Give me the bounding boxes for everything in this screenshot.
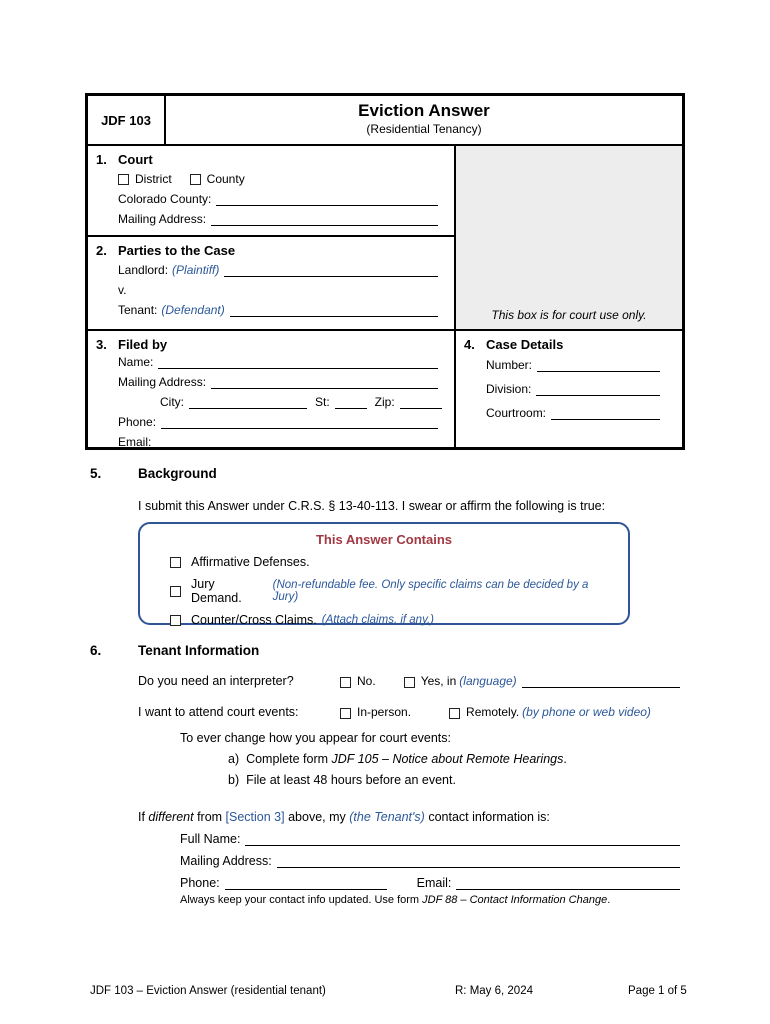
court-use-only-box [456, 146, 682, 329]
step-b-text: File at least 48 hours before an event. [246, 773, 456, 787]
tenant-label: Tenant: [118, 303, 158, 317]
section-number: 3. [96, 337, 107, 352]
jury-demand-checkbox[interactable] [170, 586, 181, 597]
footer-page-number: Page 1 of 5 [628, 985, 687, 997]
form-header-table [85, 93, 685, 450]
change-step-a [228, 752, 567, 766]
attend-remotely-label: Remotely. [466, 705, 520, 719]
contact-from: from [193, 810, 226, 824]
tenant-mailing-label: Mailing Address: [180, 854, 272, 868]
section-title-text: Case Details [486, 337, 564, 352]
contact-tenants: (the Tenant's) [349, 810, 425, 824]
section-title-text: Tenant Information [138, 643, 260, 658]
form-subtitle: (Residential Tenancy) [366, 122, 482, 136]
note-post: . [607, 894, 611, 906]
filedby-casedetails-row [88, 331, 682, 447]
tenant-input[interactable] [230, 304, 438, 317]
court-use-only-text: This box is for court use only. [491, 308, 647, 322]
district-label: District [135, 172, 172, 186]
left-column [88, 146, 456, 329]
interpreter-language-label: (language) [459, 674, 517, 688]
form-title-cell [166, 96, 682, 144]
plaintiff-label: (Plaintiff) [172, 263, 220, 277]
interpreter-yes-checkbox[interactable] [404, 677, 415, 688]
section-number: 4. [464, 337, 475, 352]
jury-demand-item [156, 577, 612, 605]
counter-cross-claims-checkbox[interactable] [170, 615, 181, 626]
courtroom-label: Courtroom: [486, 406, 547, 420]
form-title-row [88, 96, 682, 146]
section-tenant-info-heading [90, 643, 259, 658]
affirmative-defenses-label: Affirmative Defenses. [191, 555, 310, 569]
full-name-row [180, 832, 680, 846]
interpreter-no-checkbox[interactable] [340, 677, 351, 688]
filer-email-input[interactable] [156, 436, 386, 449]
interpreter-no-label: No. [357, 674, 376, 688]
filer-state-label: St: [315, 395, 330, 409]
filer-zip-input[interactable] [400, 396, 442, 409]
attend-remotely-checkbox[interactable] [449, 708, 460, 719]
attend-question: I want to attend court events: [138, 705, 299, 719]
colorado-county-label: Colorado County: [118, 192, 212, 206]
section-number: 2. [96, 243, 107, 258]
section-background-heading [90, 466, 217, 481]
section-court-title [96, 152, 446, 167]
section-parties [88, 237, 454, 329]
section-title-text: Background [138, 466, 217, 481]
defendant-label: (Defendant) [161, 303, 225, 317]
attend-inperson-checkbox[interactable] [340, 708, 351, 719]
court-mailing-label: Mailing Address: [118, 212, 207, 226]
division-input[interactable] [536, 383, 660, 396]
interpreter-row [138, 674, 680, 688]
contact-pre: If [138, 810, 149, 824]
section-number: 6. [90, 643, 102, 658]
counter-cross-claims-note: (Attach claims, if any.) [321, 614, 434, 626]
court-mailing-input[interactable] [211, 213, 438, 226]
filer-mailing-input[interactable] [211, 376, 438, 389]
full-name-label: Full Name: [180, 832, 241, 846]
footer-form-name: JDF 103 – Eviction Answer (residential tenant) [90, 985, 326, 997]
section-court [88, 146, 454, 237]
jury-demand-label: Jury Demand. [191, 577, 242, 605]
tenant-email-input[interactable] [456, 877, 680, 890]
filer-name-label: Name: [118, 355, 154, 369]
full-name-input[interactable] [245, 833, 680, 846]
step-a-pre: Complete form [246, 752, 332, 766]
contact-section3-link[interactable]: [Section 3] [225, 810, 285, 824]
phone-email-row [180, 876, 680, 890]
step-a-form-name: JDF 105 – Notice about Remote Hearings [331, 752, 564, 766]
form-code: JDF 103 [88, 96, 166, 144]
versus-label: v. [118, 283, 127, 297]
section-number: 5. [90, 466, 102, 481]
section-filed-by-title [96, 337, 446, 352]
tenant-mailing-input[interactable] [277, 855, 680, 868]
contact-post: contact information is: [424, 810, 550, 824]
background-intro: I submit this Answer under C.R.S. § 13-40-113. I swear or affirm the following is true: [138, 499, 606, 513]
attend-row [138, 705, 680, 719]
district-checkbox[interactable] [118, 174, 129, 185]
filer-city-input[interactable] [189, 396, 307, 409]
tenant-mailing-row [180, 854, 680, 868]
jury-demand-note: (Non-refundable fee. Only specific claims can be decided by a Jury) [272, 579, 589, 603]
contact-info-intro [138, 810, 678, 824]
landlord-label: Landlord: [118, 263, 169, 277]
filer-phone-input[interactable] [161, 416, 438, 429]
note-form-name: JDF 88 – Contact Information Change [422, 894, 608, 906]
tenant-phone-label: Phone: [180, 876, 220, 890]
step-a-post: . [563, 752, 567, 766]
court-parties-row [88, 146, 682, 331]
contact-above: above, my [284, 810, 350, 824]
section-title-text: Parties to the Case [118, 243, 236, 258]
note-pre: Always keep your contact info updated. Use form [180, 894, 423, 906]
colorado-county-input[interactable] [216, 193, 438, 206]
interpreter-language-input[interactable] [522, 675, 680, 688]
filer-email-label: Email: [118, 435, 152, 449]
affirmative-defenses-checkbox[interactable] [170, 557, 181, 568]
tenant-phone-input[interactable] [225, 877, 387, 890]
county-checkbox[interactable] [190, 174, 201, 185]
county-label: County [206, 172, 245, 186]
filer-zip-label: Zip: [374, 395, 395, 409]
change-step-b [228, 773, 456, 787]
attend-inperson-label: In-person. [357, 705, 412, 719]
filer-city-label: City: [160, 395, 184, 409]
filer-phone-label: Phone: [118, 415, 157, 429]
footer-revision-date: R: May 6, 2024 [455, 985, 533, 997]
courtroom-input[interactable] [551, 407, 660, 420]
case-number-input[interactable] [537, 359, 660, 372]
contact-different: different [148, 810, 194, 824]
step-b-number: b) [228, 773, 240, 787]
answer-contains-box [138, 522, 630, 625]
counter-cross-claims-item [156, 613, 612, 627]
case-number-label: Number: [486, 358, 533, 372]
interpreter-question: Do you need an interpreter? [138, 674, 294, 688]
section-title-text: Filed by [118, 337, 168, 352]
section-parties-title [96, 243, 446, 258]
landlord-input[interactable] [224, 264, 438, 277]
section-filed-by [88, 331, 456, 447]
section-case-details [456, 331, 682, 447]
interpreter-yes-label: Yes, in [420, 674, 457, 688]
filer-state-input[interactable] [335, 396, 367, 409]
tenant-email-label: Email: [416, 876, 452, 890]
section-case-details-title [464, 337, 674, 352]
section-title-text: Court [118, 152, 153, 167]
section-number: 1. [96, 152, 107, 167]
filer-name-input[interactable] [158, 356, 438, 369]
contact-update-note [180, 894, 610, 906]
answer-contains-title: This Answer Contains [315, 532, 453, 547]
change-appearance-intro: To ever change how you appear for court events: [180, 731, 451, 745]
form-title: Eviction Answer [358, 101, 490, 120]
division-label: Division: [486, 382, 532, 396]
attend-remotely-note: (by phone or web video) [522, 705, 651, 719]
step-a-number: a) [228, 752, 240, 766]
filer-mailing-label: Mailing Address: [118, 375, 207, 389]
counter-cross-claims-label: Counter/Cross Claims. [191, 613, 317, 627]
affirmative-defenses-item [156, 555, 612, 569]
